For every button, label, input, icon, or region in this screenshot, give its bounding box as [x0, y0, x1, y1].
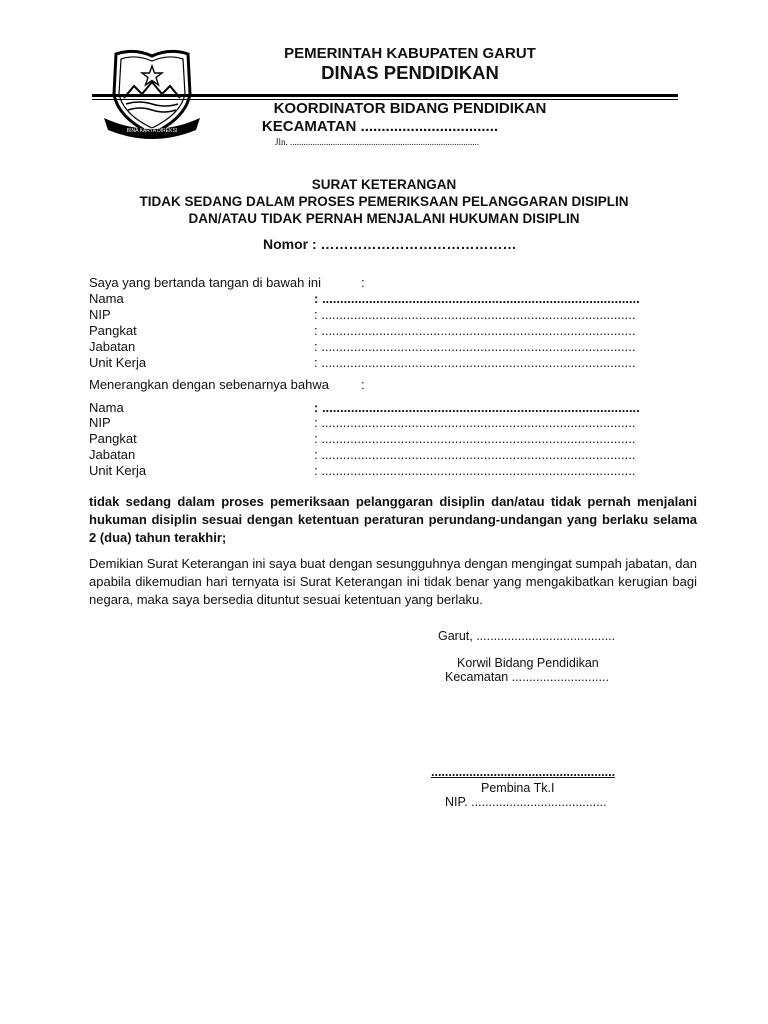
- place-date: Garut, ........................................: [438, 629, 616, 643]
- subject-field-nip: [89, 415, 669, 431]
- field-label: Pangkat: [89, 323, 137, 338]
- field-value: : .......................................................................................: [314, 447, 636, 462]
- closing-paragraph: Demikian Surat Keterangan ini saya buat dengan sesungguhnya dengan mengingat sumpah jabatan, dan apabila dikemudian hari ternyata isi Surat Keterangan ini tidak benar yang mengakibatkan kerugian bagi negara, maka saya bersedia dituntut sesuai ketentuan yang berlaku.: [89, 556, 697, 607]
- signer-intro-text: Saya yang bertanda tangan di bawah ini: [89, 275, 322, 290]
- subject-field-unit: [89, 463, 669, 479]
- letter-title: SURAT KETERANGAN: [311, 177, 457, 192]
- signer-field-rank: [89, 323, 669, 339]
- signer-position: Korwil Bidang Pendidikan: [457, 656, 599, 670]
- signer-intro-colon: :: [361, 275, 365, 290]
- signer-field-name: [89, 291, 669, 307]
- field-label: Nama: [89, 400, 124, 415]
- signer-field-unit: [89, 355, 669, 371]
- letter-number: Nomor : ……………………………………: [263, 236, 517, 252]
- subject-field-rank: [89, 431, 669, 447]
- signer-name: .....................................................: [431, 765, 616, 779]
- field-label: Unit Kerja: [89, 355, 147, 370]
- emblem-motto: BINA KARYA DIREKSI: [126, 128, 178, 134]
- field-label: Pangkat: [89, 431, 137, 446]
- signer-field-position: [89, 339, 669, 355]
- field-label: Unit Kerja: [89, 463, 147, 478]
- field-value: : ........................................................................................: [314, 291, 640, 306]
- field-value: : .......................................................................................: [314, 415, 636, 430]
- field-label: Nama: [89, 291, 124, 306]
- header-address: Jln. ....................................................................................: [275, 137, 480, 147]
- header-coordinator: KOORDINATOR BIDANG PENDIDIKAN: [273, 100, 547, 117]
- field-value: : .......................................................................................: [314, 339, 636, 354]
- field-label: NIP: [89, 415, 111, 430]
- signer-rank: Pembina Tk.I: [481, 781, 555, 795]
- subject-intro-text: Menerangkan dengan sebenarnya bahwa: [89, 377, 329, 392]
- letter-subtitle-2: DAN/ATAU TIDAK PERNAH MENJALANI HUKUMAN DISIPLIN: [188, 211, 580, 226]
- field-label: Jabatan: [89, 339, 136, 354]
- letter-subtitle-1: TIDAK SEDANG DALAM PROSES PEMERIKSAAN PELANGGARAN DISIPLIN: [139, 194, 629, 209]
- letterhead-rule-thick: [92, 94, 678, 97]
- field-label: Jabatan: [89, 447, 136, 462]
- subject-field-name: [89, 400, 669, 416]
- signer-nip: NIP. .......................................: [445, 795, 607, 809]
- field-value: : .......................................................................................: [314, 463, 636, 478]
- header-agency: DINAS PENDIDIKAN: [321, 62, 499, 83]
- field-value: : .......................................................................................: [314, 323, 636, 338]
- signer-district: Kecamatan ............................: [445, 670, 609, 684]
- subject-field-position: [89, 447, 669, 463]
- field-label: NIP: [89, 307, 111, 322]
- field-value: : .......................................................................................: [314, 355, 636, 370]
- garut-regency-emblem: [96, 44, 208, 140]
- signer-field-nip: [89, 307, 669, 323]
- subject-intro-colon: :: [361, 377, 365, 392]
- field-value: : ........................................................................................: [314, 400, 640, 415]
- field-value: : .......................................................................................: [314, 307, 636, 322]
- header-government: PEMERINTAH KABUPATEN GARUT: [284, 45, 536, 62]
- field-value: : .......................................................................................: [314, 431, 636, 446]
- header-district: KECAMATAN .................................: [261, 118, 499, 135]
- statement-paragraph: tidak sedang dalam proses pemeriksaan pelanggaran disiplin dan/atau tidak pernah menjalani hukuman disiplin sesuai dengan ketentuan peraturan perundang-undangan yang berlaku selama 2 (dua) tahun terakhir;: [89, 494, 697, 545]
